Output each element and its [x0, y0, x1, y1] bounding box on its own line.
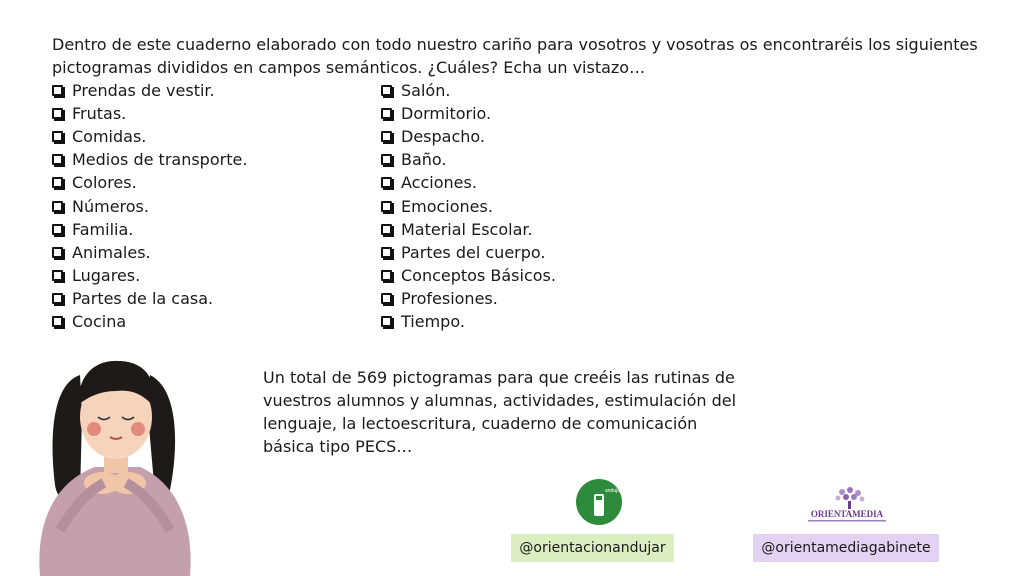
orientacion-andujar-logo	[575, 478, 623, 526]
list-item: Números.	[52, 194, 247, 217]
checkbox-icon	[381, 247, 392, 258]
svg-text:andujar: andujar	[605, 488, 622, 494]
checkbox-icon	[381, 131, 392, 142]
list-item: Animales.	[52, 241, 247, 264]
checkbox-icon	[52, 201, 63, 212]
list-item: Emociones.	[381, 194, 556, 217]
checkbox-icon	[381, 316, 392, 327]
list-item: Colores.	[52, 171, 247, 194]
category-list-right	[381, 79, 556, 333]
category-list-left	[52, 79, 247, 333]
checkbox-icon	[52, 85, 63, 96]
list-item: Lugares.	[52, 264, 247, 287]
svg-text:ORIENTAMEDIA: ORIENTAMEDIA	[810, 509, 884, 519]
list-item: Acciones.	[381, 171, 556, 194]
checkbox-icon	[381, 224, 392, 235]
checkbox-icon	[381, 108, 392, 119]
list-item: Tiempo.	[381, 310, 556, 333]
checkbox-icon	[381, 85, 392, 96]
checkbox-icon	[52, 131, 63, 142]
list-item: Salón.	[381, 79, 556, 102]
checkbox-icon	[381, 154, 392, 165]
instagram-handle-orientamediagabinete[interactable]: @orientamediagabinete	[753, 534, 939, 562]
list-item: Medios de transporte.	[52, 148, 247, 171]
checkbox-icon	[52, 316, 63, 327]
checkbox-icon	[52, 293, 63, 304]
checkbox-icon	[381, 201, 392, 212]
checkbox-icon	[52, 154, 63, 165]
list-item: Material Escolar.	[381, 218, 556, 241]
checkbox-icon	[52, 177, 63, 188]
checkbox-icon	[381, 177, 392, 188]
checkbox-icon	[381, 293, 392, 304]
woman-illustration	[20, 355, 210, 576]
checkbox-icon	[381, 270, 392, 281]
list-item: Conceptos Básicos.	[381, 264, 556, 287]
list-item: Partes de la casa.	[52, 287, 247, 310]
list-item: Profesiones.	[381, 287, 556, 310]
list-item: Comidas.	[52, 125, 247, 148]
list-item: Familia.	[52, 218, 247, 241]
list-item: Despacho.	[381, 125, 556, 148]
checkbox-icon	[52, 224, 63, 235]
intro-paragraph: Dentro de este cuaderno elaborado con todo nuestro cariño para vosotros y vosotras os encontraréis los siguientes pictogramas divididos en campos semánticos. ¿Cuáles? Echa un vistazo…	[52, 35, 978, 77]
checkbox-icon	[52, 247, 63, 258]
list-item: Prendas de vestir.	[52, 79, 247, 102]
list-item: Cocina	[52, 310, 247, 333]
list-item: Dormitorio.	[381, 102, 556, 125]
list-item: Baño.	[381, 148, 556, 171]
instagram-handle-orientacionandujar[interactable]: @orientacionandujar	[511, 534, 674, 562]
checkbox-icon	[52, 108, 63, 119]
checkbox-icon	[52, 270, 63, 281]
list-item: Frutas.	[52, 102, 247, 125]
orientamedia-logo	[800, 482, 894, 526]
summary-paragraph: Un total de 569 pictogramas para que creéis las rutinas de vuestros alumnos y alumnas, actividades, estimulación del lenguaje, la lectoescritura, cuaderno de comunicación básica tipo PECS…	[263, 368, 737, 456]
list-item: Partes del cuerpo.	[381, 241, 556, 264]
